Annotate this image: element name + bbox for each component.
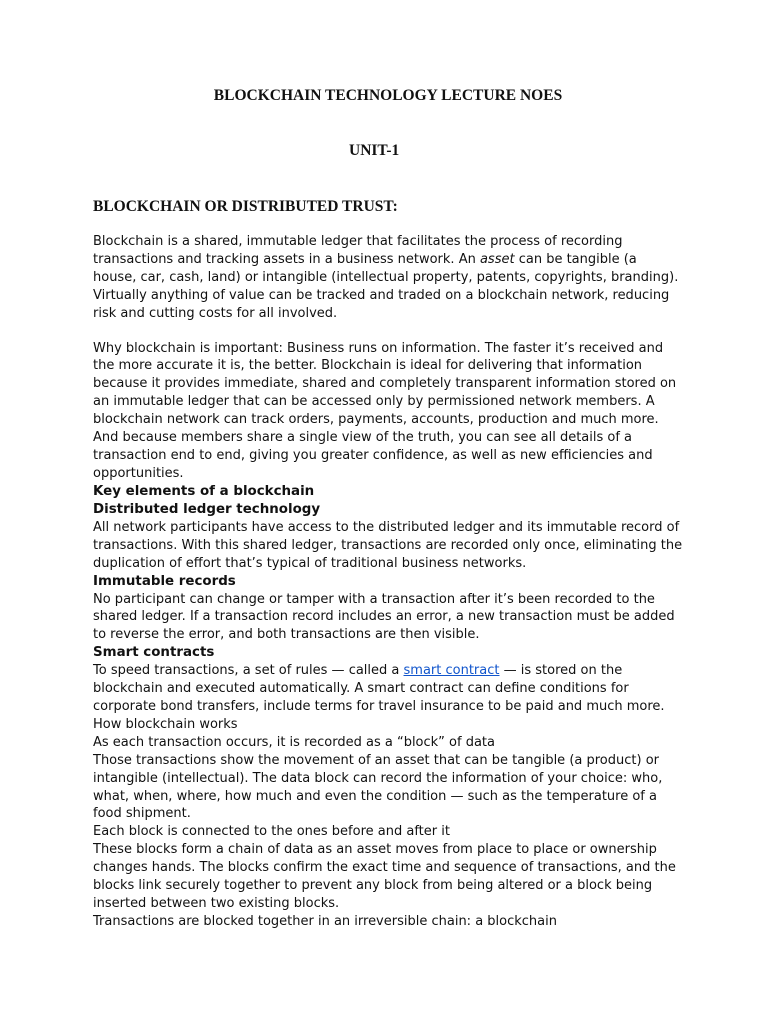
- section-title: BLOCKCHAIN OR DISTRIBUTED TRUST:: [93, 198, 398, 215]
- distributed-ledger-heading: Distributed ledger technology: [93, 501, 321, 517]
- smart-contract-link[interactable]: smart contract: [403, 663, 500, 679]
- step-1-paragraph: Those transactions show the movement of an asset that can be tangible (a product) or intangible (intellectual). The data block can record the information of your choice: who, what, when, where, how much and even the condition — such as the temperature of a food shipment.: [93, 752, 663, 822]
- intro-text-start: Blockchain is a shared, immutable ledger that facilitates the process of recording transactions and tracking assets in a business network. An: [93, 234, 623, 267]
- smart-text-start: To speed transactions, a set of rules — called a: [93, 663, 404, 679]
- smart-contracts-heading: Smart contracts: [93, 645, 215, 661]
- immutable-records-heading: Immutable records: [93, 573, 236, 589]
- immutable-records-paragraph: No participant can change or tamper with a transaction after it’s been recorded to the shared ledger. If a transaction record includes an error, a new transaction must be added to reverse the error, and both transactions are then visible.: [93, 591, 675, 643]
- step-3-line: Transactions are blocked together in an irreversible chain: a blockchain: [93, 913, 557, 929]
- step-2-line: Each block is connected to the ones before and after it: [93, 824, 450, 840]
- smart-contracts-paragraph: [93, 662, 683, 716]
- smart-text-end: — is stored on the blockchain and executed automatically. A smart contract can define conditions for corporate bond transfers, include terms for travel insurance to be paid and much more.: [93, 663, 665, 715]
- asset-term: asset: [479, 251, 515, 267]
- why-important-paragraph: Why blockchain is important: Business runs on information. The faster it’s received and the more accurate it is, the better. Blockchain is ideal for delivering that information because it provides immediate, shared and completely transparent information stored on an immutable ledger that can be accessed only by permissioned network members. A blockchain network can track orders, payments, accounts, production and much more. And because members share a single view of the truth, you can see all details of a transaction end to end, giving you greater confidence, as well as new efficiencies and opportunities.: [93, 340, 677, 481]
- step-1-line: As each transaction occurs, it is recorded as a “block” of data: [93, 734, 495, 750]
- key-elements-heading: Key elements of a blockchain: [93, 483, 315, 499]
- step-2-paragraph: These blocks form a chain of data as an asset moves from place to place or ownership changes hands. The blocks confirm the exact time and sequence of transactions, and the blocks link securely together to prevent any block from being altered or a block being inserted between two existing blocks.: [93, 842, 676, 911]
- document-body: [93, 86, 683, 931]
- unit-heading: UNIT-1: [349, 142, 400, 159]
- intro-paragraph: [93, 233, 683, 323]
- how-blockchain-works-line: How blockchain works: [93, 716, 238, 732]
- document-title: BLOCKCHAIN TECHNOLOGY LECTURE NOES: [213, 87, 563, 104]
- intro-text-end: can be tangible (a house, car, cash, land) or intangible (intellectual property, patents, copyrights, branding). Virtually anything of value can be tracked and traded on a blockchain network, reducing risk and cutting costs for all involved.: [93, 251, 679, 321]
- distributed-ledger-paragraph: All network participants have access to the distributed ledger and its immutable record of transactions. With this shared ledger, transactions are recorded only once, eliminating the duplication of effort that’s typical of traditional business networks.: [93, 519, 683, 571]
